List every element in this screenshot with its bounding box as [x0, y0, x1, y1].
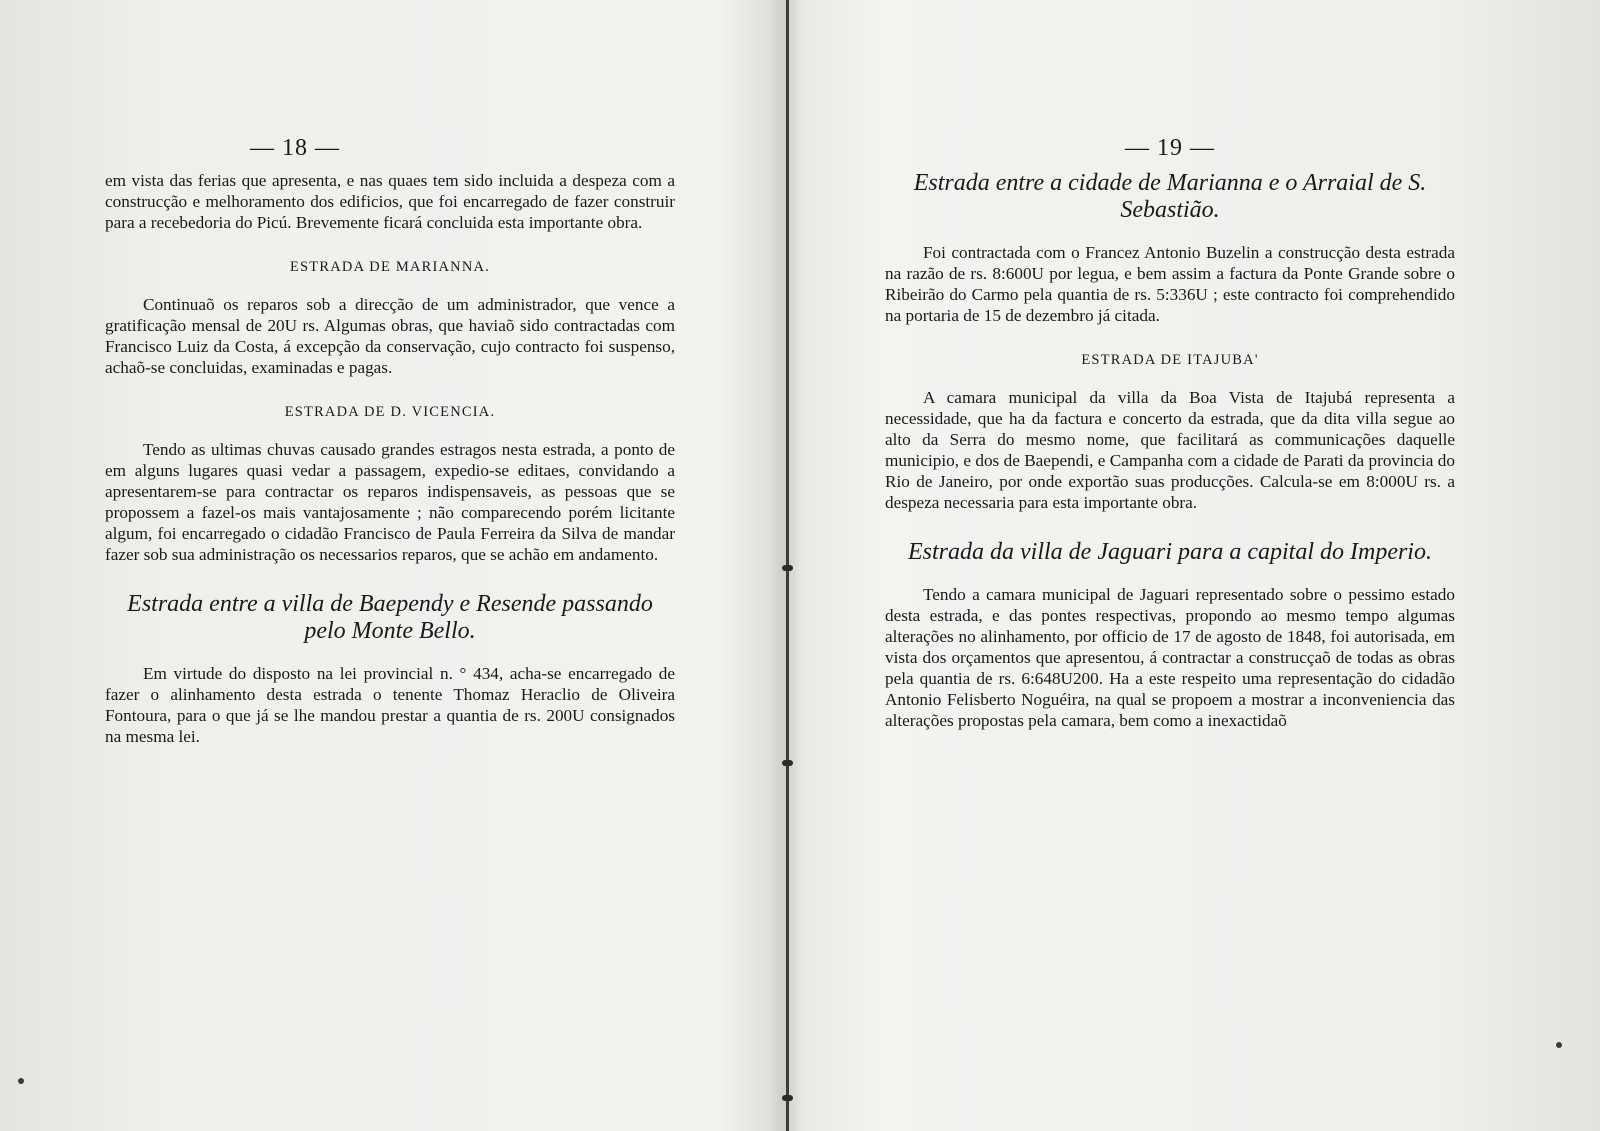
section-heading-baependy: Estrada entre a villa de Baependy e Resende passando pelo Monte Bello. — [127, 591, 653, 644]
left-page — [105, 0, 675, 1131]
opening-paragraph: em vista das ferias que apresenta, e nas quaes tem sido incluida a despeza com a construcção e melhoramento dos edificios, que foi encarregado de fazer construir para a recebedoria do Picú. Brevemente ficará concluida esta importante obra. — [105, 171, 675, 232]
section-text-sebastiao: Foi contractada com o Francez Antonio Buzelin a construcção desta estrada na razão de rs. 8:600U por legua, e bem assim a factura da Ponte Grande sobre o Ribeirão do Carmo pela quantia de rs. 5:336U ; este contracto foi comprehendido na portaria de 15 de dezembro já citada. — [885, 243, 1455, 325]
binding-stitch — [782, 760, 793, 766]
right-page — [885, 0, 1455, 1131]
paper-speck — [18, 1078, 24, 1084]
section-text-itajuba: A camara municipal da villa da Boa Vista de Itajubá representa a necessidade, que ha da factura e concerto da estrada, que da dita villa segue ao alto da Serra do mesmo nome, que facilitará as communicações daquelle municipio, e dos de Baependi, e Campanha com a cidade de Parati da provincia do Rio de Janeiro, por onde exportão suas producções. Calcula-se em 8:000U rs. a despeza necessaria para esta importante obra. — [885, 388, 1455, 512]
page-number: — 18 — — [250, 135, 340, 161]
page-number: — 19 — — [1125, 135, 1215, 161]
section-heading-marianna: ESTRADA DE MARIANNA. — [289, 259, 491, 275]
section-text-jaguari: Tendo a camara municipal de Jaguari representado sobre o pessimo estado desta estrada, e das pontes respectivas, propondo ao mesmo tempo algumas alterações no alinhamento, por officio de 17 de agosto de 1848, foi autorisada, em vista dos orçamentos que apresentou, á contractar a construcçaõ de todas as obras pela quantia de rs. 6:648U200. Ha a este respeito uma representação do cidadão Antonio Felisberto Noguéira, na qual se propoem a mostrar a inconveniencia das alterações propostas pela camara, bem como a inexactidaõ — [885, 585, 1455, 730]
section-text-baependy: Em virtude do disposto na lei provincial n. ° 434, acha-se encarregado de fazer o alinhamento desta estrada o tenente Thomaz Heraclio de Oliveira Fontoura, para o que já se lhe mandou prestar a quantia de rs. 200U consignados na mesma lei. — [105, 664, 675, 746]
section-heading-sebastiao: Estrada entre a cidade de Marianna e o Arraial de S. Sebastião. — [913, 170, 1427, 223]
binding-stitch — [782, 565, 793, 571]
section-heading-jaguari: Estrada da villa de Jaguari para a capital do Imperio. — [908, 539, 1432, 565]
section-heading-vicencia: ESTRADA DE D. VICENCIA. — [284, 404, 496, 420]
paper-speck — [1556, 1042, 1562, 1048]
section-text-vicencia: Tendo as ultimas chuvas causado grandes estragos nesta estrada, a ponto de em alguns lugares quasi vedar a passagem, expedio-se editaes, convidando a apresentarem-se para contractar os reparos indispensaveis, as pessoas que se propossem a fazel-os mais vantajosamente ; não comparecendo porém licitante algum, foi encarregado o cidadão Francisco de Paula Ferreira da Silva de mandar fazer sob sua administração os necessarios reparos, que se achão em andamento. — [105, 440, 675, 564]
section-heading-itajuba: ESTRADA DE ITAJUBA' — [1081, 352, 1259, 368]
section-text-marianna: Continuaõ os reparos sob a direcção de um administrador, que vence a gratificação mensal de 20U rs. Algumas obras, que haviaõ sido contractadas com Francisco Luiz da Costa, á excepção da conservação, cujo contracto foi suspenso, achaõ-se concluidas, examinadas e pagas. — [105, 295, 675, 377]
binding-stitch — [782, 1095, 793, 1101]
